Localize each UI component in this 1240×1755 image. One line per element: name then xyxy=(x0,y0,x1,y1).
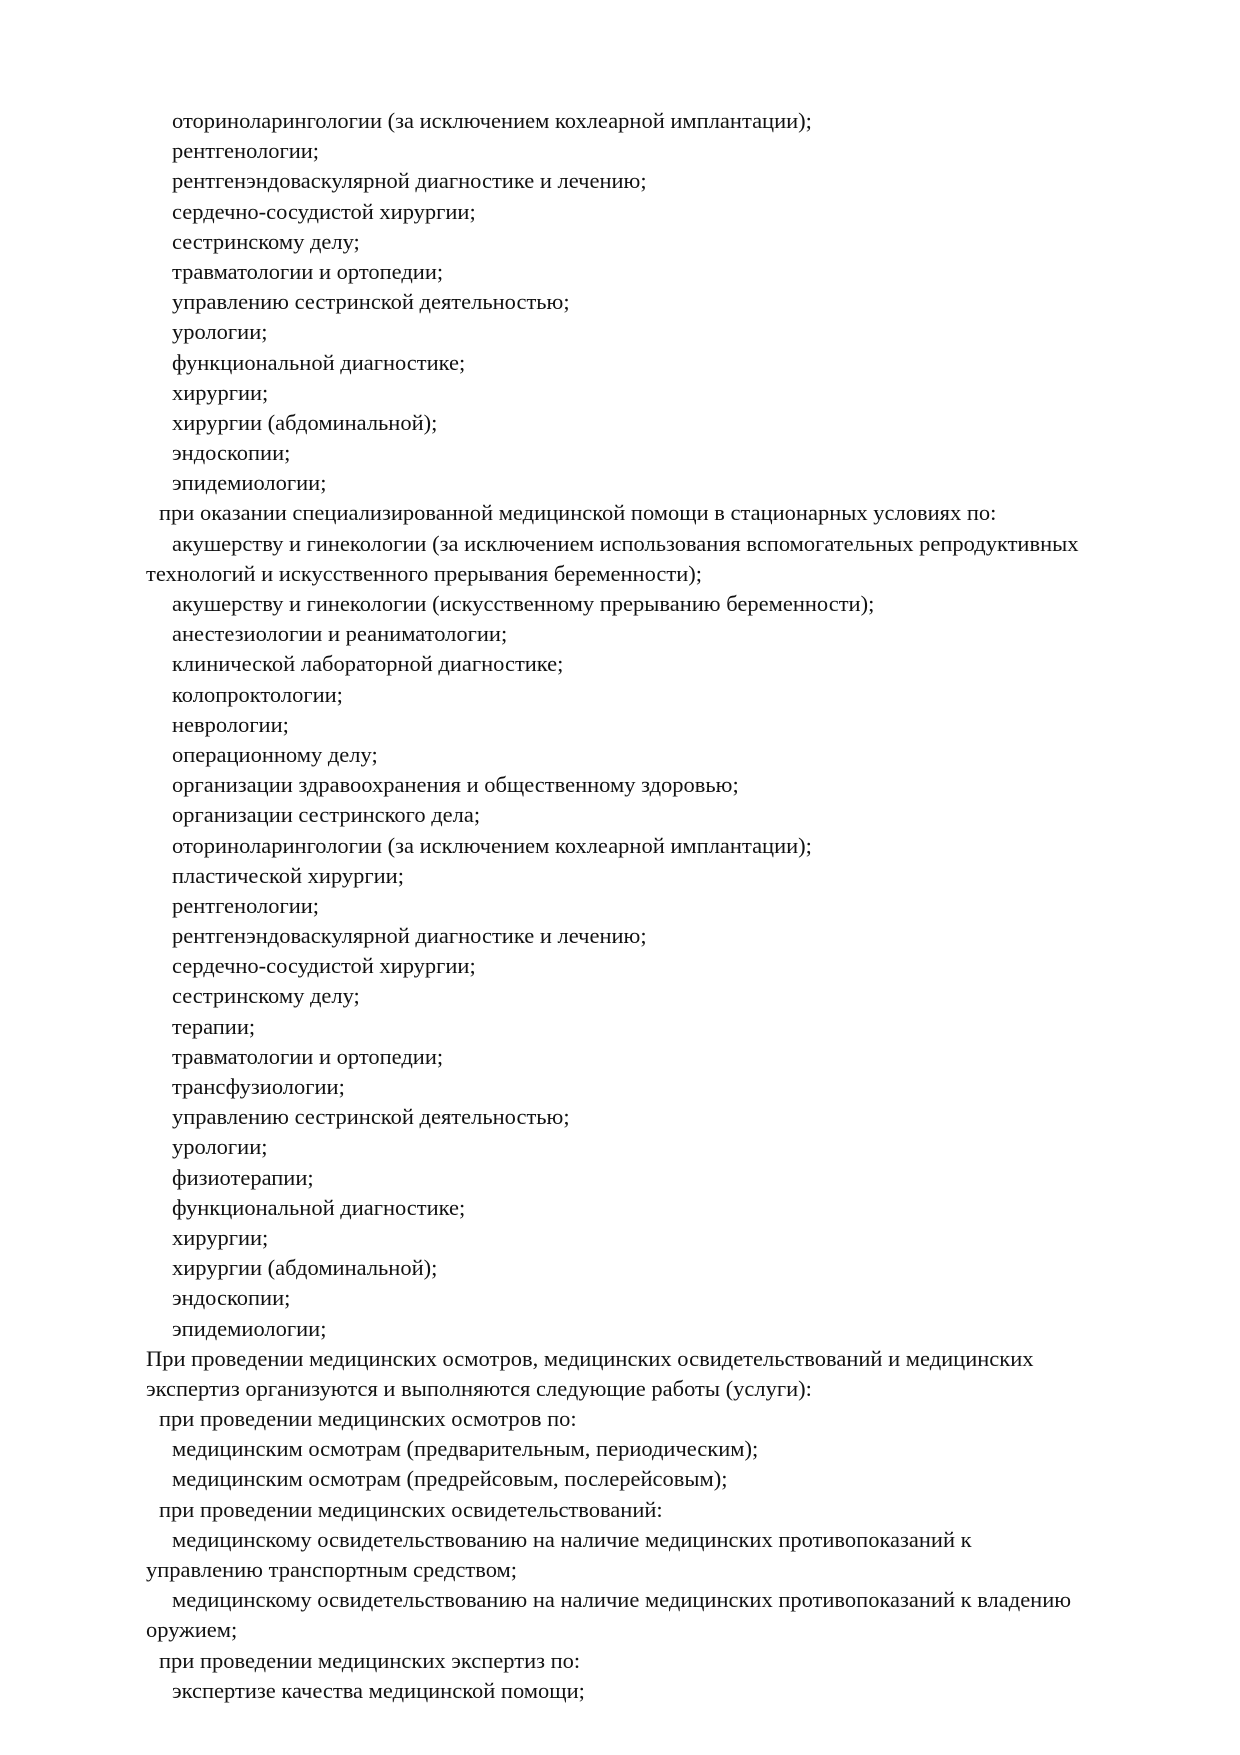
text-line: оториноларингологии (за исключением кохлеарной имплантации); xyxy=(172,108,812,133)
text-line: неврологии; xyxy=(172,711,289,737)
text-line: урологии; xyxy=(172,1134,268,1160)
text-line: травматологии и ортопедии; xyxy=(172,258,444,284)
text-line: сестринскому делу; xyxy=(172,983,360,1009)
text-line: рентгенэндоваскулярной диагностике и лечению; xyxy=(172,923,647,949)
text-line: оториноларингологии (за исключением кохлеарной имплантации); xyxy=(172,832,812,858)
text-line: функциональной диагностике; xyxy=(172,349,466,375)
text-line: управлению сестринской деятельностью; xyxy=(172,1104,570,1130)
text-line: клинической лабораторной диагностике; xyxy=(172,651,564,677)
text-line: физиотерапии; xyxy=(172,1164,314,1190)
text-line: эндоскопии; xyxy=(172,440,291,466)
text-line: организации здравоохранения и общественному здоровью; xyxy=(172,772,739,798)
text-line: травматологии и ортопедии; xyxy=(172,1043,444,1069)
text-line: рентгенэндоваскулярной диагностике и лечению; xyxy=(172,168,647,194)
text-line: технологий и искусственного прерывания беременности); xyxy=(146,560,703,586)
text-line: функциональной диагностике; xyxy=(172,1194,466,1220)
text-line: при проведении медицинских освидетельствований: xyxy=(159,1496,663,1522)
text-line: хирургии (абдоминальной); xyxy=(172,409,438,435)
text-line: сердечно-сосудистой хирургии; xyxy=(172,198,476,224)
text-line: пластической хирургии; xyxy=(172,862,404,888)
document-body xyxy=(146,106,1186,1706)
text-line: экспертизе качества медицинской помощи; xyxy=(172,1677,585,1703)
text-line: эндоскопии; xyxy=(172,1285,291,1311)
text-line: трансфузиологии; xyxy=(172,1074,345,1099)
text-line: экспертиз организуются и выполняются следующие работы (услуги): xyxy=(146,1375,812,1401)
text-line: акушерству и гинекологии (за исключением использования вспомогательных репродуктивных xyxy=(172,530,1079,556)
text-line: организации сестринского дела; xyxy=(172,802,481,828)
text-line: хирургии; xyxy=(172,379,269,405)
text-line: урологии; xyxy=(172,319,268,345)
text-line: медицинскому освидетельствованию на наличие медицинских противопоказаний к владению xyxy=(172,1587,1072,1613)
text-line: медицинскому освидетельствованию на наличие медицинских противопоказаний к xyxy=(172,1526,972,1552)
text-line: оружием; xyxy=(146,1617,238,1643)
text-line: при проведении медицинских экспертиз по: xyxy=(159,1647,581,1673)
text-line: анестезиологии и реаниматологии; xyxy=(172,621,508,647)
text-line: управлению сестринской деятельностью; xyxy=(172,289,570,315)
text-line: при оказании специализированной медицинской помощи в стационарных условиях по: xyxy=(159,500,997,526)
text-line: рентгенологии; xyxy=(172,892,320,918)
text-line: управлению транспортным средством; xyxy=(146,1557,518,1582)
text-line: рентгенологии; xyxy=(172,138,320,164)
text-line: хирургии; xyxy=(172,1224,269,1250)
text-line: хирургии (абдоминальной); xyxy=(172,1255,438,1281)
text-line: колопроктологии; xyxy=(172,681,343,707)
text-line: медицинским осмотрам (предрейсовым, послерейсовым); xyxy=(172,1466,728,1492)
text-line: сердечно-сосудистой хирургии; xyxy=(172,953,476,979)
text-line: операционному делу; xyxy=(172,741,378,767)
text-line: эпидемиологии; xyxy=(172,470,327,496)
text-line: медицинским осмотрам (предварительным, периодическим); xyxy=(172,1436,759,1462)
text-line: эпидемиологии; xyxy=(172,1315,327,1341)
text-line: При проведении медицинских осмотров, медицинских освидетельствований и медицинских xyxy=(146,1345,1034,1371)
text-line: при проведении медицинских осмотров по: xyxy=(159,1406,577,1432)
text-line: сестринскому делу; xyxy=(172,228,360,254)
text-line: терапии; xyxy=(172,1013,256,1039)
text-line: акушерству и гинекологии (искусственному прерыванию беременности); xyxy=(172,591,875,616)
